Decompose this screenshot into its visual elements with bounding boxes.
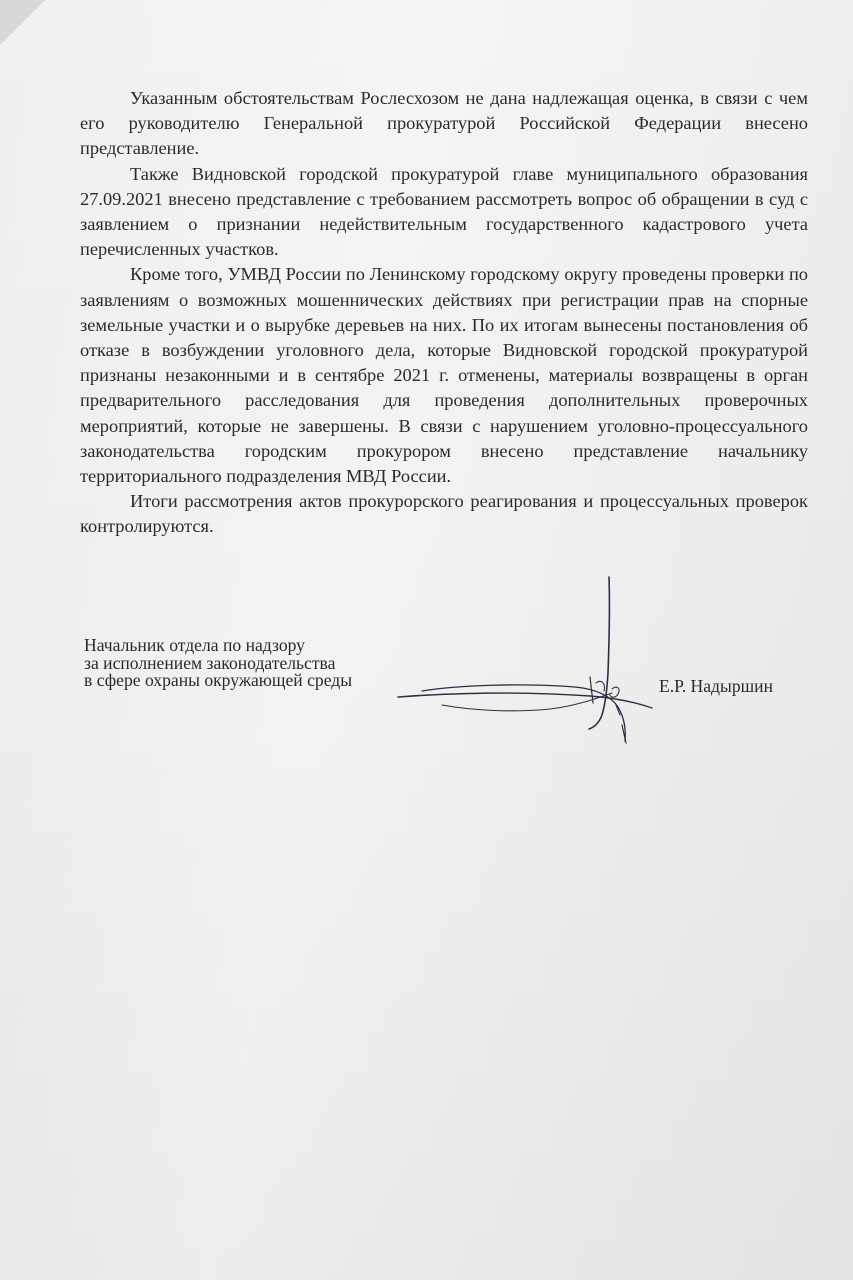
signatory-position <box>84 637 352 690</box>
paragraph-monitoring: Итоги рассмотрения актов прокурорского реагирования и процессуальных проверок контролируются. <box>80 491 808 537</box>
signatory-position-line: в сфере охраны окружающей среды <box>84 670 353 690</box>
signatory-name: Е.Р. Надыршин <box>659 676 773 696</box>
paragraph-cadastral-registration: Также Видновской городской прокуратурой главе муниципального образования 27.09.2021 внесено представление с требованием рассмотреть вопрос об обращении в суд с заявлением о признании недействительным государственного кадастрового учета перечисленных участков. <box>80 163 808 260</box>
paragraph-police-checks: Кроме того, УМВД России по Ленинскому городскому округу проведены проверки по заявлениям о возможных мошеннических действиях при регистрации прав на спорные земельные участки и о вырубке деревьев на них. По их итогам вынесены постановления об отказе в возбуждении уголовного дела, которые Видновской городской прокуратурой признаны незаконными и в сентябре 2021 г. отменены, материалы возвращены в орган предварительного расследования для проведения дополнительных проверочных мероприятий, которые не завершены. В связи с нарушением уголовно-процессуального законодательства городским прокурором внесено представление начальнику территориального подразделения МВД России. <box>80 264 808 487</box>
letter-body <box>80 86 808 540</box>
paragraph-assessment: Указанным обстоятельствам Рослесхозом не дана надлежащая оценка, в связи с чем его руководителю Генеральной прокуратурой Российской Федерации внесено представление. <box>80 88 808 159</box>
signatory-position-line: за исполнением законодательства <box>84 652 336 673</box>
signatory-position-line: Начальник отдела по надзору <box>84 635 305 655</box>
handwritten-signature <box>390 565 670 755</box>
folded-corner <box>0 0 45 45</box>
